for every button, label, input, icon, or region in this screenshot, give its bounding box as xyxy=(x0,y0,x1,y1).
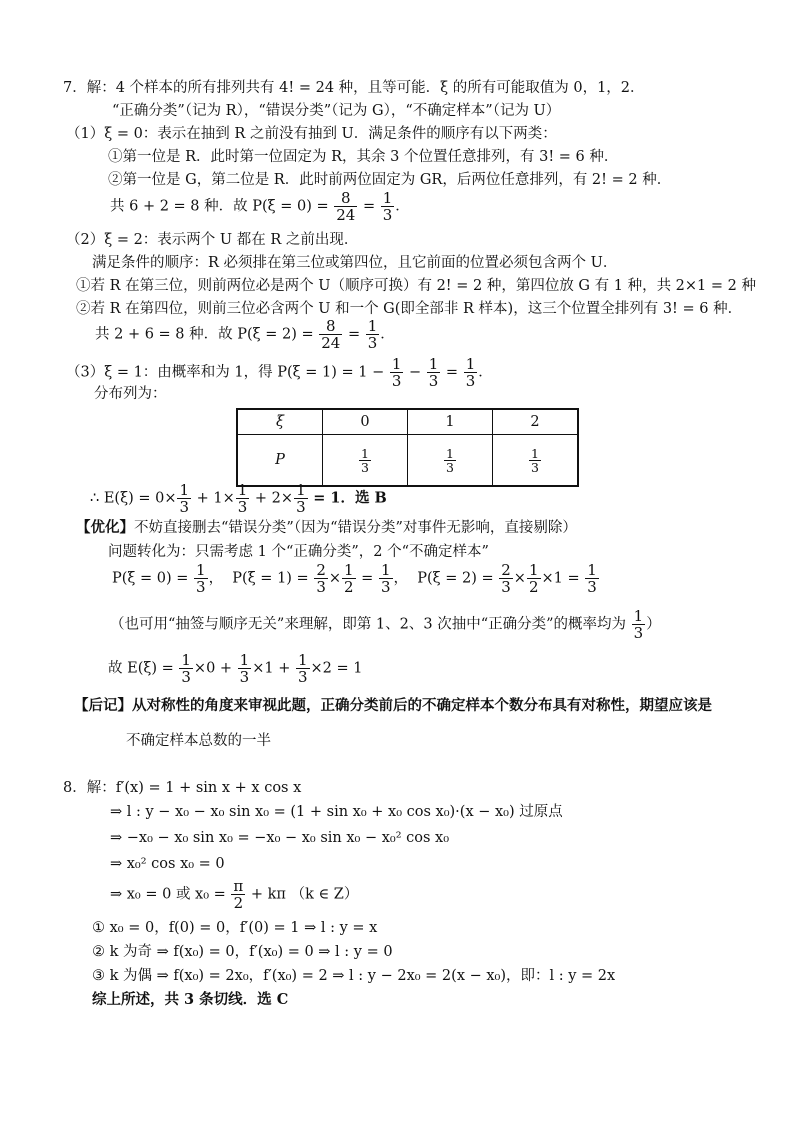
p8-line2: ⇒ l : y − x₀ − x₀ sin x₀ = (1 + sin x₀ + x₀ cos x₀)·(x − x₀) 过原点 xyxy=(110,804,563,820)
minus: − xyxy=(409,364,422,381)
p7-dist-label: 分布列为： xyxy=(94,386,167,402)
numerator: 1 xyxy=(367,317,378,335)
denominator: 24 xyxy=(321,334,341,352)
opt-text: 不妨直接删去“错误分类”（因为“错误分类”对事件无影响，直接剔除） xyxy=(134,520,577,536)
fraction xyxy=(177,482,191,515)
denominator: 3 xyxy=(501,578,511,596)
denominator: 3 xyxy=(196,578,206,596)
fraction xyxy=(359,447,371,474)
denominator: 3 xyxy=(367,334,378,352)
denominator: 3 xyxy=(531,459,539,475)
numerator: 1 xyxy=(587,561,597,579)
numerator: 1 xyxy=(179,481,190,499)
denominator: 24 xyxy=(336,206,356,224)
fraction xyxy=(342,562,356,595)
fraction xyxy=(194,562,208,595)
opt-formulas: P(ξ = 0) = $\frac{1}{3}$ ， P(ξ = 1) = $\frac{2}{3}$ × $\frac{1}{2}$ = $\frac{1}{3}$ ， P(ξ = 2) = $\frac{2}{3}$ × $\frac{1}{2}$ ×1 = $\frac{1}{3}$ xyxy=(112,561,597,596)
fraction xyxy=(527,562,541,595)
fraction xyxy=(319,318,342,351)
fraction xyxy=(499,562,513,595)
fraction xyxy=(314,562,328,595)
period: ． xyxy=(380,326,395,343)
opt-formula-text: P(ξ = 1) = xyxy=(232,570,309,587)
times: × xyxy=(513,570,526,587)
table-cell xyxy=(493,435,579,487)
fraction xyxy=(294,482,308,515)
p7-case2-a: ①若 R 在第三位，则前两位必是两个 U（顺序可换）有 2! = 2 种，第四位放 G 有 1 种，共 2×1 = 2 种 xyxy=(76,278,756,294)
table-header-1: 1 xyxy=(408,409,493,435)
p7-case1-total-text: 共 6 + 2 = 8 种．故 P(ξ = 0) = xyxy=(110,198,329,215)
denominator: 3 xyxy=(587,578,597,596)
fraction xyxy=(334,190,357,223)
denominator: 3 xyxy=(361,459,369,475)
p8-line1: 8．解：f′(x) = 1 + sin x + x cos x xyxy=(63,780,302,796)
numerator: 1 xyxy=(196,561,206,579)
expectation-text: ∴ E(ξ) = 0× xyxy=(90,490,177,507)
fraction xyxy=(632,608,646,641)
expectation-answer: = 1．选 B xyxy=(313,489,387,507)
period: ． xyxy=(478,364,493,381)
numerator: 1 xyxy=(428,355,439,373)
denominator: 3 xyxy=(380,578,391,596)
post-line2: 不确定样本总数的一半 xyxy=(126,733,271,749)
p7-case1-a: ①第一位是 R．此时第一位固定为 R，其余 3 个位置任意排列，有 3! = 6 种． xyxy=(108,149,619,165)
denominator: 3 xyxy=(239,668,250,686)
fraction xyxy=(238,652,252,685)
paren: ） xyxy=(646,616,661,633)
denominator: 3 xyxy=(428,372,439,390)
p8-line5 xyxy=(110,878,358,911)
fraction xyxy=(179,652,193,685)
denominator: 3 xyxy=(181,668,191,686)
opt-line1 xyxy=(76,518,577,538)
denominator: 3 xyxy=(633,624,644,642)
p8-line7: ② k 为奇 ⇒ f(x₀) = 0，f′(x₀) = 0 ⇒ l : y = 0 xyxy=(92,944,393,960)
p7-line2: “正确分类”（记为 R），“错误分类”（记为 G），“不确定样本”（记为 U） xyxy=(112,103,561,119)
distribution-table xyxy=(236,408,579,487)
fraction xyxy=(236,482,250,515)
numerator: 1 xyxy=(528,561,539,579)
numerator: 1 xyxy=(237,481,248,499)
numerator: 1 xyxy=(296,481,306,499)
p7-case2-total-text: 共 2 + 6 = 8 种．故 P(ξ = 2) = xyxy=(95,326,314,343)
p8-line3: ⇒ −x₀ − x₀ sin x₀ = −x₀ − x₀ sin x₀ − x₀² cos x₀ xyxy=(110,830,450,846)
denominator: 3 xyxy=(296,498,306,516)
numerator: 1 xyxy=(446,445,454,461)
denominator: 3 xyxy=(391,372,402,390)
p8-text: ⇒ x₀ = 0 或 x₀ = xyxy=(110,886,226,903)
table-cell xyxy=(323,435,408,487)
fraction xyxy=(529,447,541,474)
p7-case1-header: （1）ξ = 0：表示在抽到 R 之前没有抽到 U．满足条件的顺序有以下两类： xyxy=(66,126,557,142)
p8-line8: ③ k 为偶 ⇒ f(x₀) = 2x₀，f′(x₀) = 2 ⇒ l : y − 2x₀ = 2(x − x₀)，即：l : y = 2x xyxy=(92,968,616,984)
denominator: 3 xyxy=(446,459,454,475)
numerator: 1 xyxy=(361,445,369,461)
fraction xyxy=(390,356,404,389)
table-row xyxy=(237,409,578,435)
numerator: 1 xyxy=(382,189,393,207)
p7-case2-header: （2）ξ = 2：表示两个 U 都在 R 之前出现． xyxy=(66,232,359,248)
p7-case2-desc: 满足条件的顺序：R 必须排在第三位或第四位，且它前面的位置必须包含两个 U． xyxy=(92,255,618,271)
opt-text: ×1 + xyxy=(252,660,291,677)
p7-case1-total: 共 6 + 2 = 8 种．故 P(ξ = 0) = $\frac{8}{24}$ = $\frac{1}{3}$ ． xyxy=(110,189,410,224)
denominator: 2 xyxy=(233,894,244,912)
denominator: 2 xyxy=(344,578,354,596)
numerator: 1 xyxy=(391,355,402,373)
post-line1 xyxy=(74,696,712,716)
p8-text: + kπ （k ∈ Z） xyxy=(250,886,359,903)
opt-text: 故 E(ξ) = xyxy=(108,660,174,677)
table-cell xyxy=(408,435,493,487)
fraction xyxy=(379,562,393,595)
numerator: 8 xyxy=(319,318,342,335)
fraction xyxy=(464,356,478,389)
fraction xyxy=(231,878,245,911)
denominator: 3 xyxy=(316,578,326,596)
period: ． xyxy=(395,198,410,215)
fraction xyxy=(296,652,310,685)
numerator: 1 xyxy=(380,561,391,579)
opt-tag: 【优化】 xyxy=(76,519,134,536)
comma: ， xyxy=(393,570,408,587)
opt-text: ×2 = 1 xyxy=(310,660,363,677)
opt-line2: 问题转化为：只需考虑 1 个“正确分类”，2 个“不确定样本” xyxy=(108,544,489,560)
post-text: 从对称性的角度来审视此题，正确分类前后的不确定样本个数分布具有对称性，期望应该是 xyxy=(132,697,712,714)
opt-text: （也可用“抽签与顺序无关”来理解，即第 1、2、3 次抽中“正确分类”的概率均为 xyxy=(110,616,627,633)
numerator: 1 xyxy=(239,651,250,669)
p7-case3-text: （3）ξ = 1：由概率和为 1，得 P(ξ = 1) = 1 − xyxy=(66,364,385,381)
p7-case2-b: ②若 R 在第四位，则前三位必含两个 U 和一个 G(即全部非 R 样本)，这三个位置全排列有 3! = 6 种． xyxy=(76,301,743,317)
expectation-text: + 1× xyxy=(196,490,235,507)
table-row xyxy=(237,435,578,487)
denominator: 3 xyxy=(179,498,190,516)
numerator: 1 xyxy=(297,651,308,669)
denominator: 3 xyxy=(465,372,476,390)
numerator: 1 xyxy=(181,651,191,669)
p7-expectation xyxy=(90,482,387,515)
numerator: 1 xyxy=(633,607,644,625)
denominator: 3 xyxy=(237,498,248,516)
fraction xyxy=(444,447,456,474)
numerator: 8 xyxy=(334,190,357,207)
p7-case2-total: 共 2 + 6 = 8 种．故 P(ξ = 2) = $\frac{8}{24}$ = $\frac{1}{3}$ ． xyxy=(95,317,395,352)
fraction xyxy=(427,356,441,389)
table-header-0: 0 xyxy=(323,409,408,435)
p7-case1-b: ②第一位是 G，第二位是 R．此时前两位固定为 GR，后两位任意排列，有 2! = 2 种． xyxy=(108,172,672,188)
opt-expectation xyxy=(108,652,362,685)
denominator: 3 xyxy=(297,668,308,686)
fraction xyxy=(381,190,395,223)
opt-formula-text: P(ξ = 0) = xyxy=(112,570,189,587)
opt-formula-text: P(ξ = 2) = xyxy=(417,570,494,587)
numerator: 2 xyxy=(501,561,511,579)
p8-line9: 综上所述，共 3 条切线．选 C xyxy=(92,991,289,1008)
numerator: π xyxy=(233,877,244,895)
fraction xyxy=(585,562,599,595)
times: × xyxy=(328,570,342,587)
numerator: 2 xyxy=(316,561,326,579)
table-header-xi: ξ xyxy=(237,409,323,435)
comma: ， xyxy=(208,570,224,587)
table-label-p: P xyxy=(237,435,323,487)
denominator: 2 xyxy=(528,578,539,596)
post-tag: 【后记】 xyxy=(74,697,132,714)
opt-text: ×0 + xyxy=(193,660,233,677)
numerator: 1 xyxy=(465,355,476,373)
p7-line1: 7．解：4 个样本的所有排列共有 4! = 24 种，且等可能．ξ 的所有可能取值为 0，1，2． xyxy=(63,80,645,96)
opt-formula-text: ×1 = xyxy=(541,570,580,587)
denominator: 3 xyxy=(382,206,393,224)
numerator: 1 xyxy=(344,561,354,579)
numerator: 1 xyxy=(531,445,539,461)
opt-line4 xyxy=(110,608,661,641)
p8-line4: ⇒ x₀² cos x₀ = 0 xyxy=(110,856,225,872)
table-header-2: 2 xyxy=(493,409,579,435)
p7-case3: （3）ξ = 1：由概率和为 1，得 P(ξ = 1) = 1 − $\frac{1}{3}$ − $\frac{1}{3}$ = $\frac{1}{3}$ ． xyxy=(66,355,493,390)
fraction xyxy=(366,318,380,351)
expectation-text: + 2× xyxy=(254,490,294,507)
p8-line6: ① x₀ = 0，f(0) = 0，f′(0) = 1 ⇒ l : y = x xyxy=(92,920,378,936)
